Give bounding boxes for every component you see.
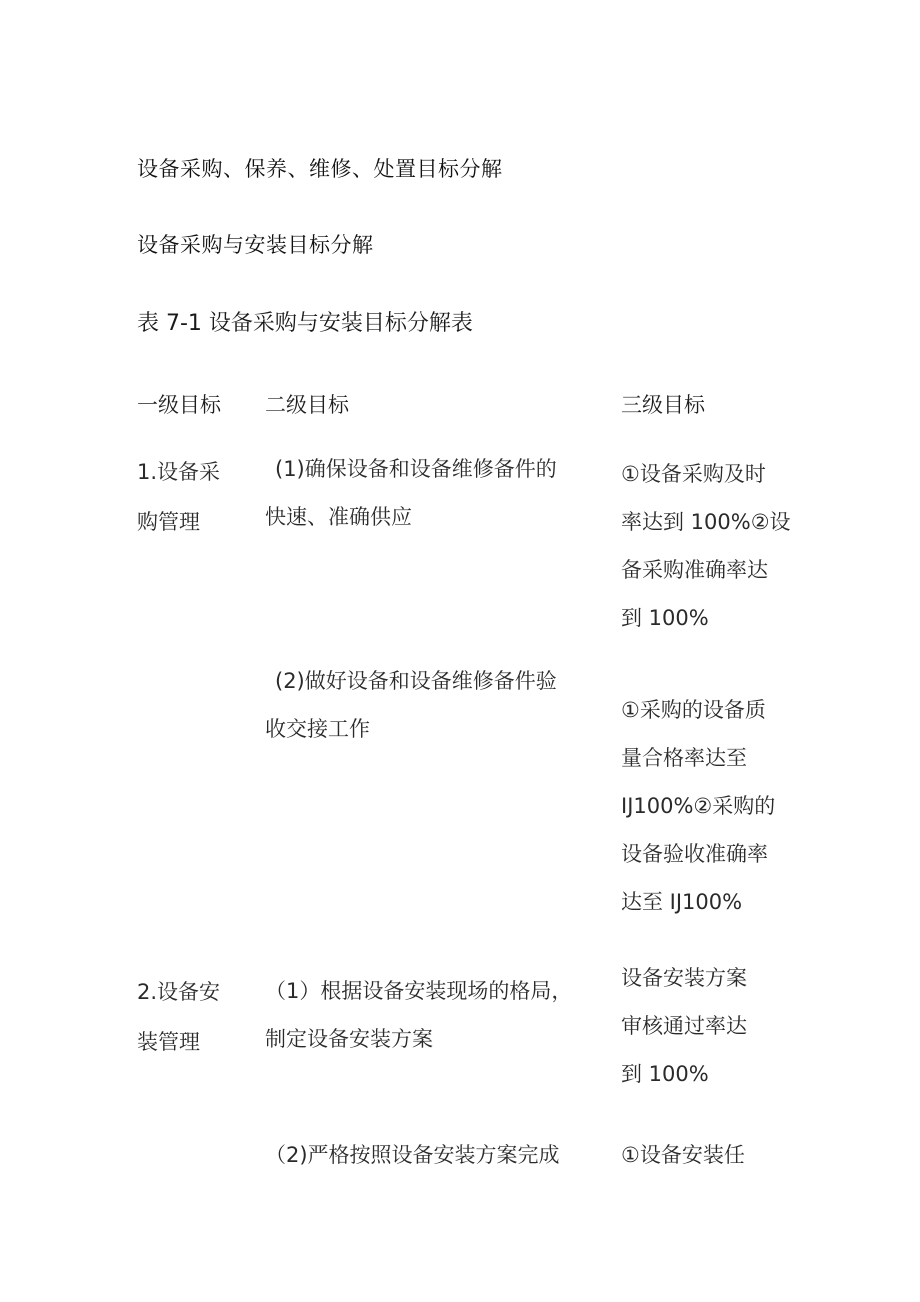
cell-line: ①设备安装任: [621, 1143, 745, 1167]
cell-level3: [621, 1131, 821, 1179]
cell-level3: [621, 954, 821, 1098]
cell-line: 审核通过率达: [621, 1014, 747, 1038]
cell-line: （1）根据设备安装现场的格局，: [265, 979, 573, 1003]
cell-line: 设备安装方案: [621, 966, 747, 990]
cell-line: ①设备采购及时: [621, 462, 766, 486]
column-header-level1: 一级目标: [137, 393, 221, 417]
cell-line: (1)确保设备和设备维修备件的: [275, 457, 557, 481]
cell-level2: [265, 445, 605, 541]
cell-line: 设备验收准确率: [621, 842, 768, 866]
cell-level3: [621, 450, 821, 642]
cell-line: 达至 IJ100%: [621, 890, 743, 914]
cell-level2: [265, 967, 605, 1063]
cell-line: 快速、准确供应: [265, 505, 412, 529]
cell-level3: [621, 686, 821, 926]
column-header-level2: 二级目标: [265, 393, 349, 417]
cell-line: 备采购准确率达: [621, 558, 768, 582]
cell-line: （2)严格按照设备安装方案完成: [265, 1143, 560, 1167]
section-title: 设备采购与安装目标分解: [137, 233, 374, 257]
cell-line: 购管理: [137, 510, 200, 534]
cell-level1: [137, 447, 247, 547]
document-title: 设备采购、保养、维修、处置目标分解: [137, 157, 503, 181]
cell-line: IJ100%②采购的: [621, 794, 776, 818]
cell-level2: [265, 657, 605, 753]
cell-line: 制定设备安装方案: [265, 1027, 433, 1051]
cell-line: 率达到 100%②设: [621, 510, 791, 534]
cell-line: 1.设备采: [137, 460, 221, 484]
cell-level2: [265, 1131, 605, 1179]
cell-level1: [137, 967, 247, 1067]
cell-line: 到 100%: [621, 1062, 709, 1086]
table-caption: 表 7-1 设备采购与安装目标分解表: [137, 311, 473, 336]
cell-line: 到 100%: [621, 606, 709, 630]
cell-line: 装管理: [137, 1030, 200, 1054]
cell-line: 收交接工作: [265, 717, 370, 741]
cell-line: 2.设备安: [137, 980, 221, 1004]
cell-line: ①采购的设备质: [621, 698, 766, 722]
cell-line: 量合格率达至: [621, 746, 747, 770]
column-header-level3: 三级目标: [621, 393, 705, 417]
cell-line: (2)做好设备和设备维修备件验: [275, 669, 557, 693]
